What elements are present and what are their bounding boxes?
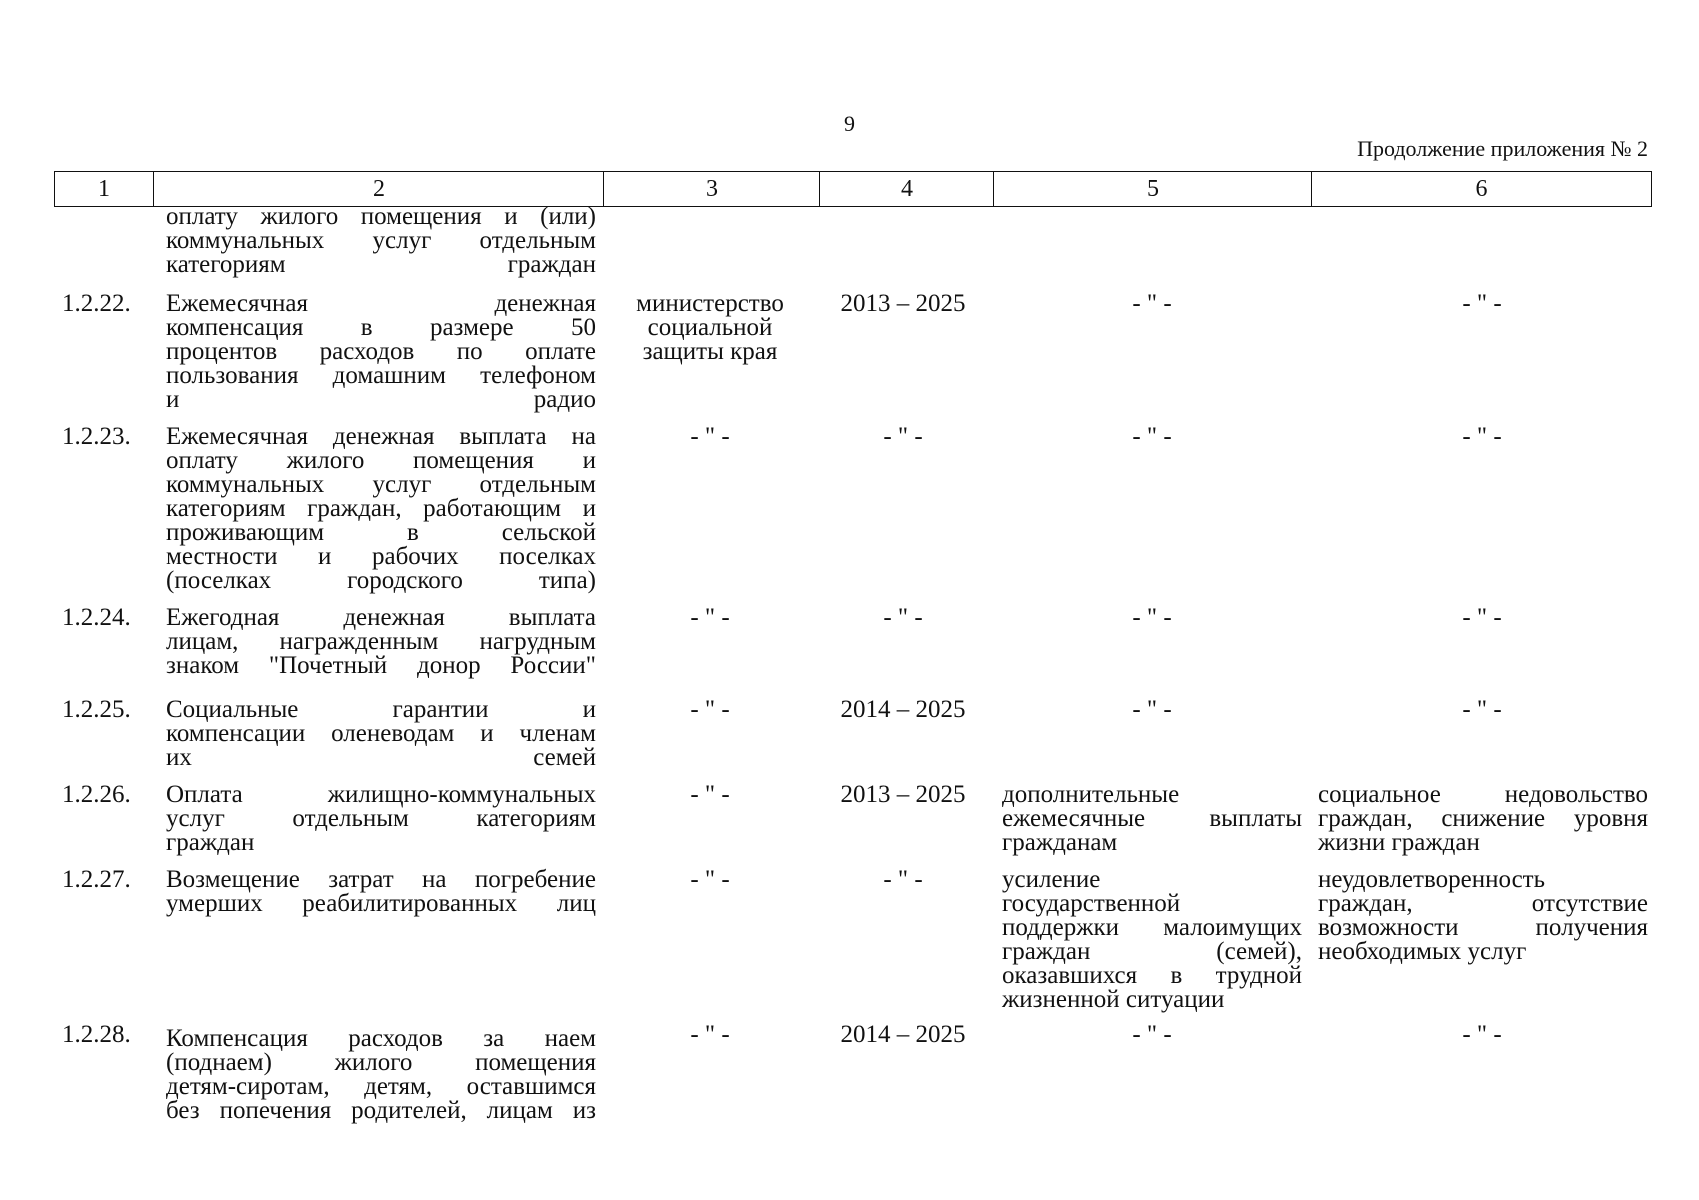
consequences: - " - <box>1462 604 1502 631</box>
expected-result <box>1002 783 1302 855</box>
period: 2014 – 2025 <box>840 696 966 723</box>
row-number: 1.2.26. <box>62 781 131 808</box>
text-line: необходимых услуг <box>1318 938 1527 965</box>
text-line: Ежемесячная денежная <box>166 290 596 317</box>
text-line: их семей <box>166 744 596 771</box>
period: 2013 – 2025 <box>840 781 966 808</box>
column-header-4: 4 <box>819 172 994 206</box>
text-line: граждан, отсутствие <box>1318 890 1648 917</box>
text-line: проживающим в сельской <box>166 519 596 546</box>
period: 2014 – 2025 <box>840 1021 966 1048</box>
text-line: граждан (семей), <box>1002 938 1302 965</box>
text-line: (поселках городского типа) <box>166 567 596 594</box>
text-line: и радио <box>166 386 596 413</box>
consequences <box>1318 783 1648 855</box>
consequences: - " - <box>1462 423 1502 450</box>
text-line: Оплата жилищно-коммунальных <box>166 781 596 808</box>
text-line: государственной <box>1002 890 1181 917</box>
text-line: социальное недовольство <box>1318 781 1648 808</box>
text-line: ежемесячные выплаты <box>1002 805 1302 832</box>
text-line: гражданам <box>1002 829 1118 856</box>
text-line: Возмещение затрат на погребение <box>166 866 596 893</box>
text-line: граждан, снижение уровня <box>1318 805 1648 832</box>
expected-result: - " - <box>1132 423 1172 450</box>
text-line: категориям граждан, работающим и <box>166 495 596 522</box>
text-line: пользования домашним телефоном <box>166 362 596 389</box>
row-number: 1.2.28. <box>62 1021 131 1048</box>
row-description <box>166 868 596 916</box>
text-line: коммунальных услуг отдельным <box>166 227 596 254</box>
row-description <box>166 606 596 678</box>
column-header-1: 1 <box>98 176 110 202</box>
text-line: компенсации оленеводам и членам <box>166 720 596 747</box>
text-line: поддержки малоимущих <box>1002 914 1302 941</box>
text-line: защиты края <box>642 338 778 365</box>
text-line: возможности получения <box>1318 914 1648 941</box>
responsible-executor <box>606 292 814 364</box>
period: - " - <box>883 423 923 450</box>
text-line: компенсация в размере 50 <box>166 314 596 341</box>
text-line: Ежегодная денежная выплата <box>166 604 596 631</box>
text-line: оплату жилого помещения и (или) <box>166 203 596 230</box>
consequences: - " - <box>1462 290 1502 317</box>
row-number: 1.2.25. <box>62 696 131 723</box>
row-description <box>166 425 596 593</box>
expected-result: - " - <box>1132 1021 1172 1048</box>
period: - " - <box>883 604 923 631</box>
text-line: умерших реабилитированных лиц <box>166 890 596 917</box>
text-line: оплату жилого помещения и <box>166 447 596 474</box>
text-line: детям-сиротам, детям, оставшимся <box>166 1073 596 1100</box>
text-line: Социальные гарантии и <box>166 696 596 723</box>
row-number: 1.2.24. <box>62 604 131 631</box>
row-number: 1.2.22. <box>62 290 131 317</box>
text-line: неудовлетворенность <box>1318 866 1546 893</box>
text-line: жизни граждан <box>1318 829 1480 856</box>
text-line: (поднаем) жилого помещения <box>166 1049 596 1076</box>
expected-result: - " - <box>1132 696 1172 723</box>
text-line: министерство <box>636 290 784 317</box>
text-line: лицам, награжденным нагрудным <box>166 628 596 655</box>
text-line: усиление <box>1002 866 1101 893</box>
text-line: процентов расходов по оплате <box>166 338 596 365</box>
text-line: Компенсация расходов за наем <box>166 1025 596 1052</box>
text-line: социальной <box>647 314 773 341</box>
text-line: знаком "Почетный донор России" <box>166 652 596 679</box>
continuation-description <box>166 205 596 277</box>
column-header-3: 3 <box>603 172 820 206</box>
text-line: категориям граждан <box>166 251 596 278</box>
expected-result: - " - <box>1132 290 1172 317</box>
period: - " - <box>883 866 923 893</box>
expected-result <box>1002 868 1302 1012</box>
row-description <box>166 292 596 412</box>
responsible-executor: - " - <box>690 423 730 450</box>
text-line: оказавшихся в трудной <box>1002 962 1302 989</box>
text-line: местности и рабочих поселках <box>166 543 596 570</box>
text-line: без попечения родителей, лицам из <box>166 1097 596 1124</box>
consequences <box>1318 868 1648 964</box>
row-description <box>166 783 596 855</box>
expected-result: - " - <box>1132 604 1172 631</box>
responsible-executor: - " - <box>690 604 730 631</box>
period: 2013 – 2025 <box>840 290 966 317</box>
row-description <box>166 1027 596 1123</box>
text-line: коммунальных услуг отдельным <box>166 471 596 498</box>
column-header-2: 2 <box>153 172 604 206</box>
consequences: - " - <box>1462 696 1502 723</box>
responsible-executor: - " - <box>690 1021 730 1048</box>
text-line: Ежемесячная денежная выплата на <box>166 423 596 450</box>
responsible-executor: - " - <box>690 696 730 723</box>
column-header-6: 6 <box>1311 172 1651 206</box>
responsible-executor: - " - <box>690 781 730 808</box>
responsible-executor: - " - <box>690 866 730 893</box>
column-header-5: 5 <box>993 172 1312 206</box>
consequences: - " - <box>1462 1021 1502 1048</box>
text-line: дополнительные <box>1002 781 1180 808</box>
appendix-continuation-note: Продолжение приложения № 2 <box>1357 136 1648 161</box>
row-number: 1.2.23. <box>62 423 131 450</box>
text-line: граждан <box>166 829 255 856</box>
page-number: 9 <box>844 111 855 136</box>
row-description <box>166 698 596 770</box>
text-line: жизненной ситуации <box>1002 986 1225 1013</box>
text-line: услуг отдельным категориям <box>166 805 596 832</box>
row-number: 1.2.27. <box>62 866 131 893</box>
table-header-row <box>54 171 1652 207</box>
